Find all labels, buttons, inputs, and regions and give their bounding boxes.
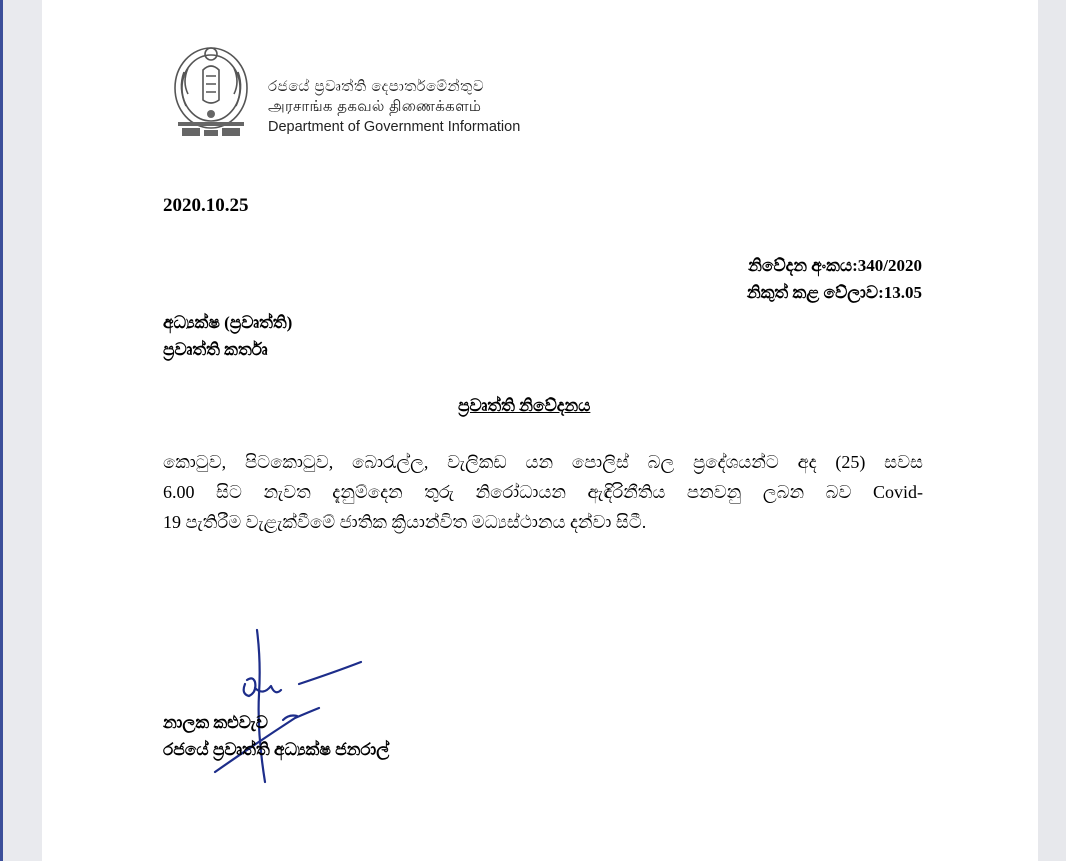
release-number: නිවේදන අංකය:340/2020 [748, 256, 922, 275]
document-date: 2020.10.25 [163, 195, 249, 216]
sri-lanka-emblem-icon [170, 42, 252, 142]
press-release-heading: ප්‍රවෘත්ති නිවේදනය [458, 396, 591, 415]
signer-title: රජයේ ප්‍රවෘත්ති අධ්‍යක්ෂ ජනරාල් [163, 740, 390, 759]
handwritten-signature-icon [185, 622, 375, 792]
department-name-tamil: அரசாங்க தகவல் திணைக்களம் [268, 98, 482, 115]
addressee-editor: ප්‍රවෘත්ති කර්තෘ [163, 340, 268, 359]
body-line-3: 19 පැතිරීම වැළැක්වීමේ ජාතික ක්‍රියාන්විත මධ්‍යස්ථානය දන්වා සිටී. [163, 512, 647, 532]
issue-time: නිකුත් කළ වේලාව:13.05 [746, 283, 922, 302]
department-name-english: Department of Government Information [268, 119, 521, 135]
body-line-1: කොටුව, පිටකොටුව, බොරැල්ල, වැලිකඩ යන පොලිස් බල ප්‍රදේශයන්ට අද (25) සවස [163, 452, 923, 472]
signer-name: නාලක කළුවැව [163, 713, 268, 732]
window-right-gutter [1038, 0, 1066, 861]
department-name-sinhala: රජයේ ප්‍රවෘත්ති දෙපාර්තමේන්තුව [268, 78, 485, 95]
addressee-director: අධ්‍යක්ෂ (ප්‍රවෘත්ති) [163, 313, 293, 332]
body-line-2: 6.00 සිට නැවත දැනුම්දෙන තුරු නිරෝධායන ඇඳිරිනීතිය පනවනු ලබන බව Covid- [163, 482, 923, 502]
window-left-edge [0, 0, 3, 861]
